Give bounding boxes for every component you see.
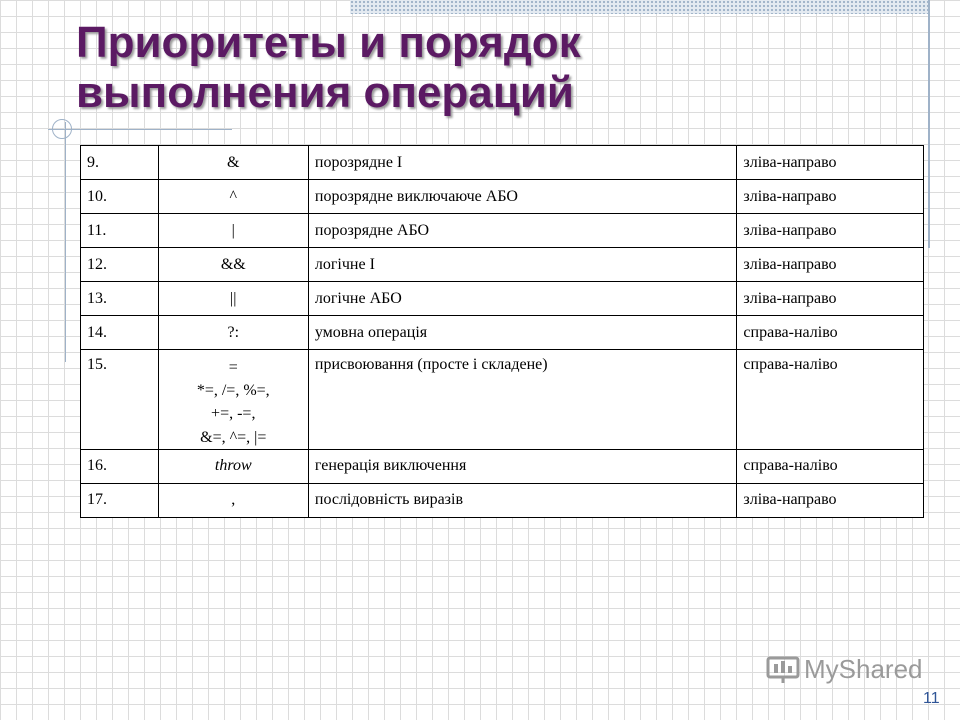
row-number: 10.	[81, 180, 159, 214]
page-number: 11	[923, 690, 940, 707]
description-cell: порозрядне І	[308, 146, 737, 180]
watermark-logo	[766, 654, 923, 685]
operator-cell: ?:	[158, 316, 308, 350]
operator-cell: = *=, /=, %=, +=, -=, &=, ^=, |=	[158, 350, 308, 450]
row-number: 13.	[81, 282, 159, 316]
table-row	[81, 350, 924, 450]
associativity-cell: справа-наліво	[737, 350, 924, 450]
operator-cell: ,	[158, 483, 308, 517]
description-cell: логічне І	[308, 248, 737, 282]
title-underline	[48, 129, 232, 130]
operator-cell: &&	[158, 248, 308, 282]
table-row	[81, 483, 924, 517]
description-cell: генерація виключення	[308, 449, 737, 483]
associativity-cell: справа-наліво	[737, 449, 924, 483]
watermark-text: MyShared	[804, 654, 923, 684]
row-number: 14.	[81, 316, 159, 350]
top-decor-band	[350, 0, 930, 14]
associativity-cell: зліва-направо	[737, 146, 924, 180]
left-decor-line	[65, 122, 66, 362]
description-cell: умовна операція	[308, 316, 737, 350]
row-number: 11.	[81, 214, 159, 248]
table-row	[81, 248, 924, 282]
row-number: 15.	[81, 350, 159, 450]
associativity-cell: зліва-направо	[737, 282, 924, 316]
table-row	[81, 282, 924, 316]
slide-title: Приоритеты и порядок выполнения операций	[76, 18, 581, 117]
description-cell: логічне АБО	[308, 282, 737, 316]
associativity-cell: зліва-направо	[737, 248, 924, 282]
table-row	[81, 316, 924, 350]
associativity-cell: зліва-направо	[737, 214, 924, 248]
table-row	[81, 214, 924, 248]
operator-precedence-table	[80, 145, 924, 518]
associativity-cell: справа-наліво	[737, 316, 924, 350]
description-cell: порозрядне виключаюче АБО	[308, 180, 737, 214]
right-decor-line	[928, 0, 930, 248]
crosshair-circle-icon	[52, 119, 72, 139]
description-cell: порозрядне АБО	[308, 214, 737, 248]
row-number: 17.	[81, 483, 159, 517]
table-row	[81, 146, 924, 180]
operator-cell: ||	[158, 282, 308, 316]
description-cell: присвоювання (просте і складене)	[308, 350, 737, 450]
operator-cell: throw	[158, 449, 308, 483]
operator-cell: &	[158, 146, 308, 180]
table-row	[81, 180, 924, 214]
associativity-cell: зліва-направо	[737, 180, 924, 214]
table-row	[81, 449, 924, 483]
operator-cell: ^	[158, 180, 308, 214]
row-number: 9.	[81, 146, 159, 180]
associativity-cell: зліва-направо	[737, 483, 924, 517]
description-cell: послідовність виразів	[308, 483, 737, 517]
row-number: 12.	[81, 248, 159, 282]
operator-cell: |	[158, 214, 308, 248]
row-number: 16.	[81, 449, 159, 483]
presentation-screen-icon	[766, 655, 800, 685]
